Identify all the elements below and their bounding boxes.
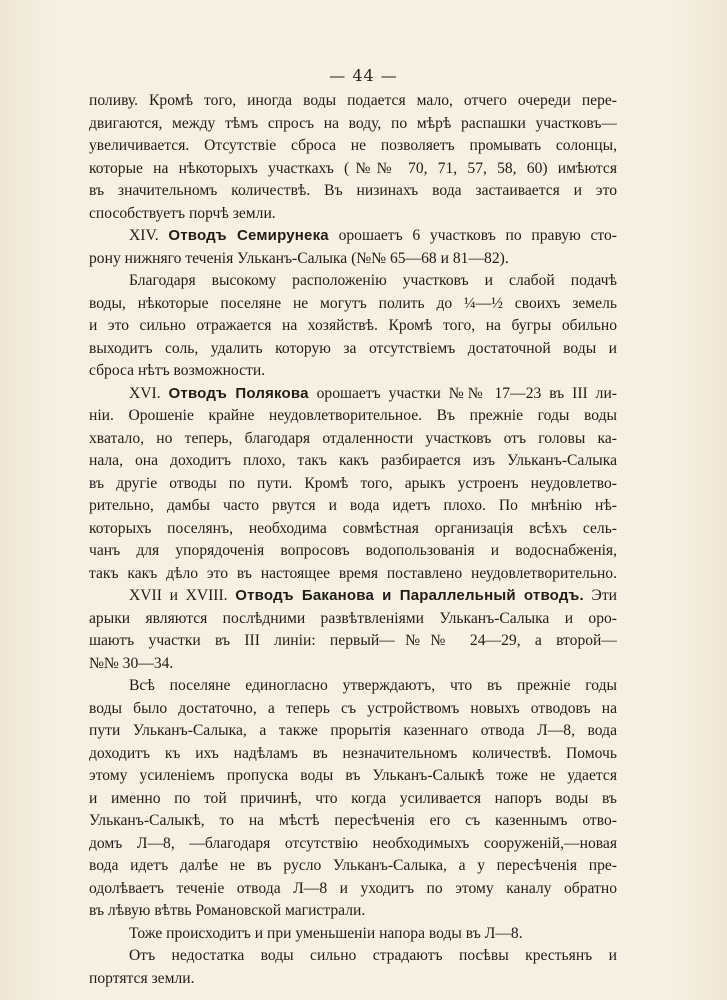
text-line — [89, 563, 617, 586]
line-text: шаютъ участки въ III линіи: первый—№№ 24—29, а второй— — [89, 632, 617, 649]
line-text: увеличивается. Отсутствіе сброса не позволяетъ промывать солонцы, — [89, 137, 617, 154]
line-text: этому усиленіемъ пропуска воды въ Ульканъ-Салыкѣ тоже не удается — [89, 767, 617, 784]
text-line — [89, 405, 617, 428]
text-line — [89, 473, 617, 496]
line-text: такъ какъ дѣло это въ настоящее время поставлено неудовлетворительно. — [89, 564, 617, 582]
line-text: двигаются, между тѣмъ спросъ на воду, по мѣрѣ распашки участковъ— — [89, 114, 617, 132]
text-line — [89, 540, 617, 563]
line-text: Всѣ поселяне единогласно утверждаютъ, что въ прежніе годы — [129, 677, 617, 694]
line-text: въ значительномъ количествѣ. Въ низинахъ вода застаивается и это — [89, 182, 617, 199]
text-line — [89, 675, 617, 698]
body-text — [89, 90, 617, 990]
text-line — [89, 720, 617, 743]
line-text: вода идетъ далѣе не въ русло Ульканъ-Салыка, а у пересѣченія пре- — [89, 857, 617, 874]
text-line — [89, 765, 617, 788]
line-text: одолѣваетъ теченіе отвода Л—8 и уходитъ по этому каналу обратно — [89, 879, 617, 897]
line-text: рительно, дамбы часто рвутся и вода идетъ плохо. По мнѣнію нѣ- — [89, 497, 617, 514]
text-line — [89, 113, 617, 136]
text-line — [89, 945, 617, 968]
text-line — [89, 90, 617, 113]
section-heading: Отводъ Баканова и Параллельный отводъ. — [235, 587, 584, 604]
line-text: Эти — [583, 587, 617, 604]
text-line — [89, 923, 617, 946]
line-text: способствуетъ порчѣ земли. — [89, 204, 276, 222]
text-line — [89, 585, 617, 608]
text-line — [89, 428, 617, 451]
line-text: поливу. Кромѣ того, иногда воды подается мало, отчего очереди пере- — [89, 92, 617, 109]
line-text: которыхъ поселянъ, необходима совмѣстная организація всѣхъ сель- — [89, 519, 617, 537]
text-line — [89, 360, 617, 383]
line-text: №№ 30—34. — [89, 654, 174, 672]
text-line — [89, 495, 617, 518]
text-line — [89, 878, 617, 901]
text-line — [89, 293, 617, 316]
line-text: въ другіе отводы по пути. Кромѣ того, арыкъ устроенъ неудовлетво- — [89, 474, 617, 492]
line-text: пути Ульканъ-Салыка, а также прорытія казеннаго отвода Л—8, вода — [89, 722, 617, 739]
text-line — [89, 450, 617, 473]
section-number: XIV. — [129, 227, 169, 244]
text-line — [89, 203, 617, 226]
text-line — [89, 855, 617, 878]
line-text: нала, она доходитъ плохо, такъ какъ разбирается изъ Ульканъ-Салыка — [89, 452, 617, 469]
line-text: въ лѣвую вѣтвь Романовской магистрали. — [89, 902, 366, 919]
text-line — [89, 225, 617, 248]
text-line — [89, 248, 617, 271]
line-text: Отъ недостатка воды сильно страдаютъ посѣвы крестьянъ и — [129, 947, 617, 964]
line-text: хватало, но теперь, благодаря отдаленности участковъ отъ головы ка- — [89, 429, 617, 447]
line-text: арыки являются послѣдними развѣтвленіями Ульканъ-Салыка и оро- — [89, 609, 617, 627]
line-text: портятся земли. — [89, 969, 195, 987]
line-text: и именно по той причинѣ, что когда усиливается напоръ воды въ — [89, 789, 617, 807]
line-text: воды было достаточно, а теперь съ устройствомъ новыхъ отводовъ на — [89, 699, 617, 717]
text-line — [89, 630, 617, 653]
page-number: — 44 — — [329, 66, 398, 85]
line-text: выходитъ соль, удалить которую за отсутствіемъ достаточной воды и — [89, 339, 617, 357]
line-text: ніи. Орошеніе крайне неудовлетворительное. Въ прежніе годы воды — [89, 407, 617, 424]
section-number: XVI. — [129, 384, 169, 402]
text-line — [89, 810, 617, 833]
section-number: XVII и XVIII. — [129, 587, 236, 604]
text-line — [89, 383, 617, 406]
text-line — [89, 653, 617, 676]
text-line — [89, 270, 617, 293]
line-text: сброса нѣтъ возможности. — [89, 362, 266, 379]
line-text: чанъ для упорядоченія вопросовъ водопользованія и водоснабженія, — [89, 542, 617, 559]
section-heading: Отводъ Семирунека — [168, 227, 329, 244]
text-line — [89, 788, 617, 811]
text-line — [89, 968, 617, 991]
line-text: Ульканъ-Салыкѣ, то на мѣстѣ пересѣченія его съ казеннымъ отво- — [89, 812, 617, 829]
text-line — [89, 180, 617, 203]
line-text: рону нижняго теченія Ульканъ-Салыка (№№ 65—68 и 81—82). — [89, 249, 509, 267]
text-line — [89, 608, 617, 631]
text-line — [89, 338, 617, 361]
line-text: Благодаря высокому расположенію участковъ и слабой подачѣ — [129, 272, 617, 289]
section-heading: Отводъ Полякова — [168, 384, 309, 402]
line-text: орошаетъ 6 участковъ по правую сто- — [328, 227, 617, 244]
text-line — [89, 743, 617, 766]
text-line — [89, 900, 617, 923]
line-text: которые на нѣкоторыхъ участкахъ (№№ 70, 71, 57, 58, 60) имѣются — [89, 159, 617, 177]
line-text: и это сильно отражается на хозяйствѣ. Кромѣ того, на бугры обильно — [89, 317, 617, 334]
line-text: орошаетъ участки №№ 17—23 въ III ли- — [308, 384, 617, 402]
line-text: Тоже происходитъ и при уменьшеніи напора воды въ Л—8. — [129, 924, 523, 942]
text-line — [89, 135, 617, 158]
text-line — [89, 698, 617, 721]
text-line — [89, 158, 617, 181]
text-line — [89, 833, 617, 856]
line-text: домъ Л—8, —благодаря отсутствію необходимыхъ сооруженій,—новая — [89, 834, 617, 852]
line-text: доходитъ къ ихъ надѣламъ въ незначительномъ количествѣ. Помочь — [89, 744, 617, 762]
line-text: воды, нѣкоторые поселяне не могутъ полить до ¼—½ своихъ земель — [89, 294, 617, 312]
text-line — [89, 518, 617, 541]
text-line — [89, 315, 617, 338]
